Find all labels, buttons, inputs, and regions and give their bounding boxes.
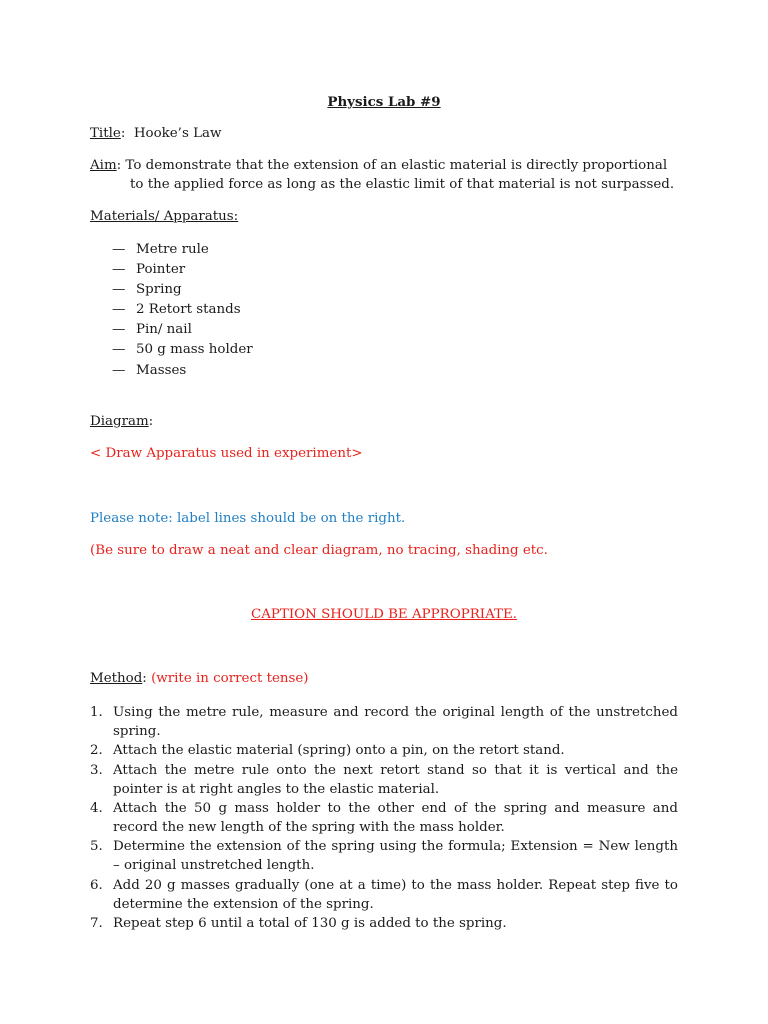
aim-label: Aim <box>90 158 117 173</box>
method-step <box>90 799 678 837</box>
step-text: Determine the extension of the spring using the formula; Extension = New length – original unstretched length. <box>113 839 678 873</box>
material-bullet: — <box>112 322 126 337</box>
step-number: 3. <box>90 763 103 778</box>
material-label: 2 Retort stands <box>136 302 241 317</box>
label-note: Please note: label lines should be on the right. <box>90 511 406 526</box>
step-number: 6. <box>90 878 103 893</box>
caption-note: CAPTION SHOULD BE APPROPRIATE. <box>250 607 517 622</box>
material-bullet: — <box>112 302 126 317</box>
diagram-instruction: < Draw Apparatus used in experiment> <box>90 446 363 461</box>
method-step <box>90 914 678 933</box>
diagram-heading <box>90 414 153 429</box>
diagram-colon: : <box>148 414 154 429</box>
material-item <box>112 342 253 357</box>
title-line <box>90 126 221 141</box>
material-label: Masses <box>136 363 187 378</box>
step-text: Add 20 g masses gradually (one at a time) to the mass holder. Repeat step five to determine the extension of the spring. <box>113 878 678 912</box>
draw-note: (Be sure to draw a neat and clear diagram, no tracing, shading etc. <box>90 543 548 558</box>
material-item <box>112 242 209 257</box>
step-text: Using the metre rule, measure and record the original length of the unstretched spring. <box>113 705 678 739</box>
aim-line-1 <box>90 158 667 173</box>
title-value: Hooke’s Law <box>133 126 222 141</box>
material-bullet: — <box>112 342 126 357</box>
title-separator: : <box>120 126 134 141</box>
method-heading <box>90 671 309 686</box>
title-label: Title <box>90 126 121 141</box>
step-text: Attach the 50 g mass holder to the other end of the spring and measure and record the new length of the spring with the mass holder. <box>113 801 678 835</box>
step-text: Attach the metre rule onto the next retort stand so that it is vertical and the pointer is at right angles to the elastic material. <box>113 763 678 797</box>
diagram-label: Diagram <box>90 414 149 429</box>
method-step <box>90 761 678 799</box>
method-step <box>90 703 678 741</box>
method-label: Method <box>90 671 143 686</box>
method-note: (write in correct tense) <box>151 671 309 686</box>
material-bullet: — <box>112 262 126 277</box>
material-item <box>112 302 241 317</box>
step-text: Attach the elastic material (spring) onto a pin, on the retort stand. <box>113 743 565 758</box>
step-number: 5. <box>90 839 103 854</box>
method-step <box>90 876 678 914</box>
step-text: Repeat step 6 until a total of 130 g is added to the spring. <box>113 916 507 931</box>
material-label: Pointer <box>136 262 186 277</box>
material-bullet: — <box>112 363 126 378</box>
step-number: 1. <box>90 705 103 720</box>
material-item <box>112 322 192 337</box>
material-item <box>112 262 185 277</box>
material-bullet: — <box>112 282 126 297</box>
aim-text-1: : To demonstrate that the extension of an elastic material is directly proportional <box>116 158 668 173</box>
step-number: 4. <box>90 801 103 816</box>
material-label: Spring <box>136 282 182 297</box>
step-number: 7. <box>90 916 103 931</box>
material-label: Pin/ nail <box>136 322 192 337</box>
material-label: Metre rule <box>136 242 209 257</box>
step-number: 2. <box>90 743 103 758</box>
material-item <box>112 363 186 378</box>
materials-heading: Materials/ Apparatus: <box>90 209 239 224</box>
document-title: Physics Lab #9 <box>327 94 441 110</box>
method-colon: : <box>142 671 152 686</box>
material-label: 50 g mass holder <box>136 342 253 357</box>
material-bullet: — <box>112 242 126 257</box>
aim-line-2: to the applied force as long as the elastic limit of that material is not surpassed. <box>130 177 675 192</box>
method-step <box>90 741 678 760</box>
material-item <box>112 282 182 297</box>
method-step <box>90 837 678 875</box>
